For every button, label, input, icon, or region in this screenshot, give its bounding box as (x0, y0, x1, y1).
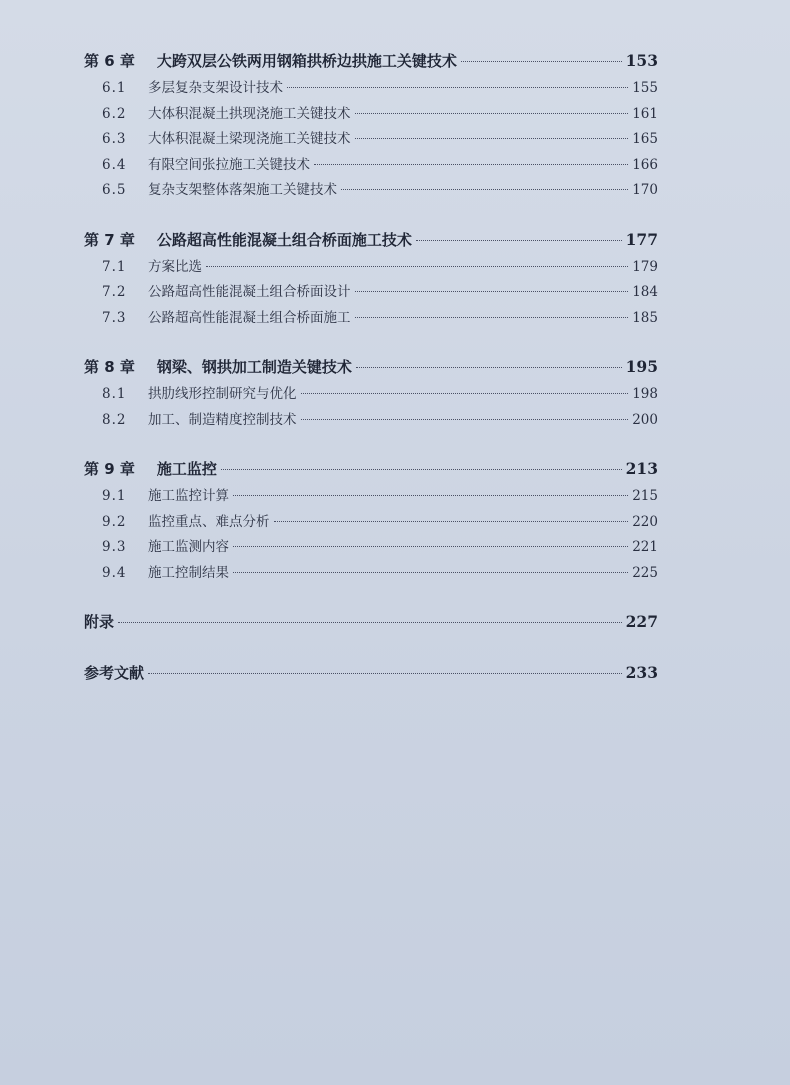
toc-appendix[interactable] (84, 611, 658, 637)
section-number: 9.2 (102, 513, 127, 530)
leader-dots (355, 138, 629, 139)
toc-section-9-3[interactable] (84, 535, 658, 561)
chapter-title: 钢梁、钢拱加工制造关键技术 (156, 358, 352, 376)
toc-section-7-3[interactable] (84, 306, 658, 332)
section-number: 7.1 (102, 258, 127, 275)
section-title: 大体积混凝土梁现浇施工关键技术 (148, 131, 351, 147)
chapter-title: 施工监控 (156, 460, 217, 478)
leader-dots (341, 189, 628, 190)
spacer (84, 586, 658, 611)
chapter-title: 大跨双层公铁两用钢箱拱桥边拱施工关键技术 (156, 52, 457, 70)
chapter-number: 第 9 章 (84, 460, 135, 478)
page-number: 166 (632, 156, 658, 173)
section-number: 7.2 (102, 284, 127, 300)
leader-dots (416, 240, 622, 241)
page-number: 165 (632, 131, 658, 147)
leader-dots (355, 317, 629, 318)
references-title: 参考文献 (84, 664, 145, 682)
leader-dots (221, 469, 622, 470)
chapter-number: 第 6 章 (84, 52, 135, 70)
toc-section-6-1[interactable] (84, 76, 658, 102)
page-number: 198 (632, 386, 658, 402)
section-title: 大体积混凝土拱现浇施工关键技术 (148, 105, 351, 122)
toc-section-9-2[interactable] (84, 510, 658, 536)
leader-dots (233, 572, 628, 573)
section-number: 7.3 (102, 309, 127, 326)
toc-section-6-2[interactable] (84, 102, 658, 128)
toc-references[interactable] (84, 662, 658, 688)
page-number: 195 (625, 357, 658, 376)
spacer (84, 637, 658, 662)
page-number: 179 (632, 258, 658, 275)
page-number: 233 (625, 663, 658, 682)
toc-chapter-7[interactable] (84, 229, 658, 255)
page-number: 170 (632, 182, 658, 198)
section-number: 8.2 (102, 411, 127, 428)
page-number: 155 (632, 80, 658, 96)
leader-dots (301, 419, 629, 420)
section-number: 9.1 (102, 488, 127, 504)
toc-section-6-3[interactable] (84, 127, 658, 153)
page-number: 221 (632, 539, 658, 555)
leader-dots (301, 393, 629, 394)
leader-dots (233, 546, 628, 547)
leader-dots (274, 521, 629, 522)
toc-section-7-2[interactable] (84, 280, 658, 306)
page-number: 184 (632, 284, 658, 300)
leader-dots (355, 291, 629, 292)
section-number: 6.4 (102, 156, 127, 173)
leader-dots (148, 673, 622, 674)
page-number: 213 (625, 459, 658, 478)
page-number: 215 (632, 488, 658, 504)
page-number: 227 (625, 612, 658, 631)
toc-section-8-2[interactable] (84, 408, 658, 434)
section-title: 施工控制结果 (148, 564, 229, 581)
section-title: 公路超高性能混凝土组合桥面设计 (148, 284, 351, 300)
page-number: 153 (625, 51, 658, 70)
section-number: 9.4 (102, 564, 127, 581)
toc-section-9-4[interactable] (84, 561, 658, 587)
section-title: 多层复杂支架设计技术 (148, 80, 283, 96)
page-number: 200 (632, 411, 658, 428)
toc-section-6-5[interactable] (84, 178, 658, 204)
toc-section-7-1[interactable] (84, 255, 658, 281)
page-number: 185 (632, 309, 658, 326)
section-title: 有限空间张拉施工关键技术 (148, 156, 310, 173)
spacer (84, 433, 658, 458)
toc-section-9-1[interactable] (84, 484, 658, 510)
section-title: 施工监控计算 (148, 488, 229, 504)
page-number: 220 (632, 513, 658, 530)
section-title: 拱肋线形控制研究与优化 (148, 386, 297, 402)
page-number: 225 (632, 564, 658, 581)
leader-dots (461, 61, 622, 62)
page-number: 177 (625, 229, 658, 249)
spacer (84, 204, 658, 229)
toc-section-6-4[interactable] (84, 153, 658, 179)
leader-dots (206, 266, 628, 267)
leader-dots (314, 164, 628, 165)
chapter-number: 第 8 章 (84, 358, 135, 376)
section-number: 9.3 (102, 539, 127, 555)
section-number: 6.2 (102, 105, 127, 122)
section-title: 公路超高性能混凝土组合桥面施工 (148, 309, 351, 326)
toc-chapter-8[interactable] (84, 356, 658, 382)
toc-chapter-6[interactable] (84, 50, 658, 76)
section-title: 复杂支架整体落架施工关键技术 (148, 182, 337, 198)
toc-section-8-1[interactable] (84, 382, 658, 408)
toc-chapter-9[interactable] (84, 458, 658, 484)
section-title: 方案比选 (148, 258, 202, 275)
section-number: 6.5 (102, 182, 127, 198)
table-of-contents (84, 50, 658, 688)
spacer (84, 331, 658, 356)
appendix-title: 附录 (84, 613, 115, 631)
leader-dots (118, 622, 622, 623)
section-title: 施工监测内容 (148, 539, 229, 555)
leader-dots (233, 495, 628, 496)
section-title: 监控重点、难点分析 (148, 513, 270, 530)
leader-dots (355, 113, 629, 114)
section-number: 8.1 (102, 386, 127, 402)
section-number: 6.3 (102, 131, 127, 147)
chapter-number: 第 7 章 (84, 230, 135, 249)
leader-dots (287, 87, 628, 88)
leader-dots (356, 367, 622, 368)
chapter-title: 公路超高性能混凝土组合桥面施工技术 (156, 230, 412, 249)
section-number: 6.1 (102, 80, 127, 96)
section-title: 加工、制造精度控制技术 (148, 411, 297, 428)
page-number: 161 (632, 105, 658, 122)
